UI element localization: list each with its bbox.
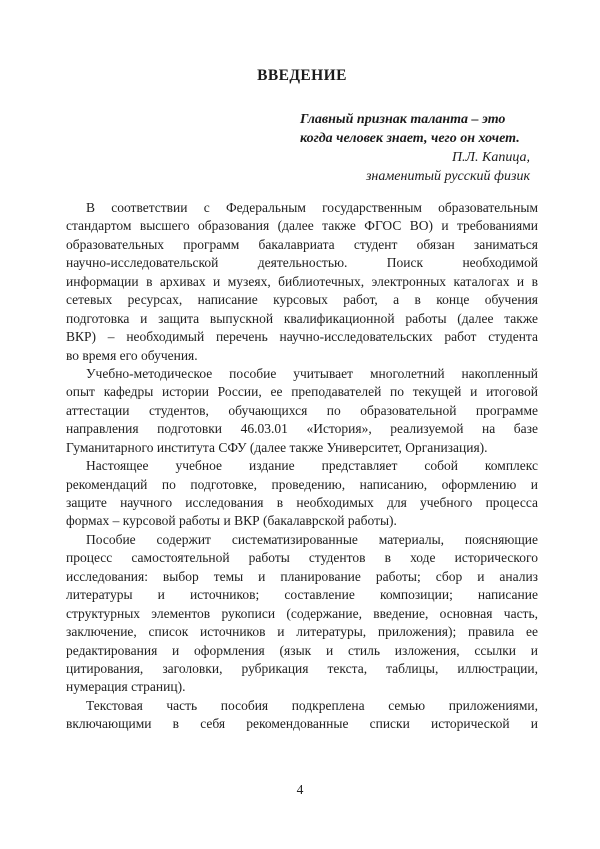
text-line: направления подготовки 46.03.01 «История», реализуемой на базе	[66, 421, 538, 437]
text-line: процесс самостоятельной работы студентов в ходе исторического	[66, 550, 538, 566]
text-line: исследования: выбор темы и планирование работы; сбор и анализ	[66, 568, 538, 584]
text-line: стандартом высшего образования (далее также ФГОС ВО) и требованиями	[66, 218, 538, 234]
page-title: ВВЕДЕНИЕ	[257, 67, 347, 84]
text-line: ВКР) – необходимый перечень научно-исследовательских работ студента	[66, 329, 538, 345]
text-line: во время его обучения.	[66, 347, 198, 363]
text-line: заключение, список источников и литературы, приложения); правила ее	[66, 624, 538, 640]
text-line: структурных элементов рукописи (содержание, введение, основная часть,	[66, 605, 538, 621]
epigraph-quote-line-2: когда человек знает, чего он хочет.	[300, 131, 520, 146]
page-number: 4	[296, 782, 304, 797]
text-line: сетевых ресурсах, написание курсовых работ, а в конце обучения	[66, 292, 538, 308]
text-line: информации в архивах и музеях, библиотечных, электронных каталогах и в	[66, 273, 538, 289]
epigraph	[300, 110, 538, 186]
paragraph	[66, 457, 538, 531]
text-line: включающими в себя рекомендованные списки исторической и	[66, 716, 538, 732]
text-line: научно-исследовательской деятельностью. Поиск необходимой	[66, 255, 538, 271]
text-line: Настоящее учебное издание представляет собой комплекс	[86, 458, 538, 474]
text-line: литературы и источников; составление композиции; написание	[66, 587, 538, 603]
text-line: редактирования и оформления (язык и стиль изложения, ссылки и	[66, 642, 538, 658]
text-line: нумерация страниц).	[66, 679, 186, 695]
paragraph	[66, 199, 538, 365]
text-line: аттестации студентов, обучающихся по образовательной программе	[66, 402, 538, 418]
paragraph	[66, 697, 538, 734]
paragraph	[66, 531, 538, 697]
text-line: защите научного исследования в необходимых для учебного процесса	[66, 495, 538, 510]
epigraph-author-description: знаменитый русский физик	[365, 169, 530, 184]
text-line: образовательных программ бакалавриата студент обязан заниматься	[66, 236, 538, 252]
text-line: В соответствии с Федеральным государственным образовательным	[86, 200, 538, 215]
text-line: формах – курсовой работы и ВКР (бакалаврской работы).	[66, 513, 397, 529]
text-line: Гуманитарного института СФУ (далее также Университет, Организация).	[66, 439, 488, 455]
text-line: рекомендаций по подготовке, проведению, написанию, оформлению и	[66, 476, 538, 492]
text-line: Текстовая часть пособия подкреплена семью приложениями,	[86, 697, 538, 713]
epigraph-author: П.Л. Капица,	[451, 150, 530, 165]
epigraph-quote-line-1: Главный признак таланта – это	[300, 112, 506, 127]
text-line: подготовка и защита выпускной квалификационной работы (далее также	[66, 310, 538, 326]
text-line: Учебно-методическое пособие учитывает многолетний накопленный	[86, 365, 538, 381]
body-text	[66, 199, 538, 734]
paragraph	[66, 365, 538, 457]
text-line: цитирования, заголовки, рубрикация текста, таблицы, иллюстрации,	[66, 660, 538, 676]
text-line: Пособие содержит систематизированные материалы, поясняющие	[86, 531, 538, 547]
text-line: опыт кафедры истории России, ее преподавателей по текущей и итоговой	[66, 384, 538, 400]
